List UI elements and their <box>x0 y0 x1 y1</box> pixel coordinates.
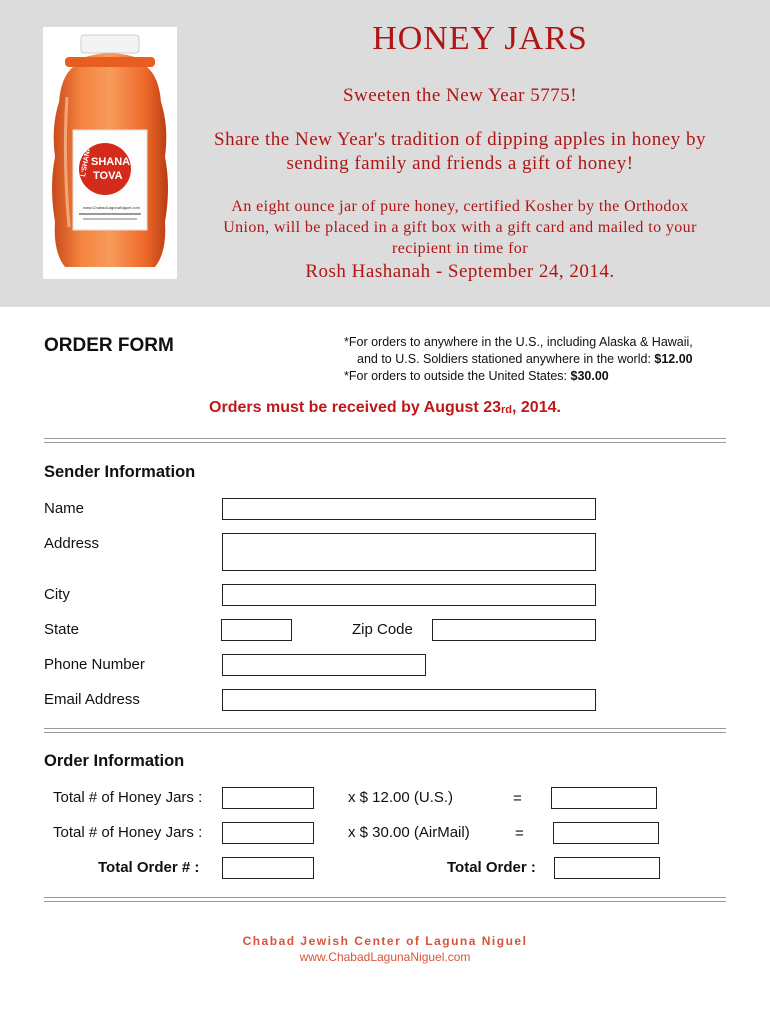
price-intl-text: *For orders to outside the United States: <box>344 369 571 383</box>
address-label: Address <box>44 535 100 552</box>
us-subtotal-field[interactable] <box>551 787 657 809</box>
airmail-jars-label: Total # of Honey Jars : <box>53 824 203 841</box>
airmail-price-label: x $ 30.00 (AirMail) <box>348 824 470 841</box>
total-quantity-field[interactable] <box>222 857 314 879</box>
deadline-text: Orders must be received by August 23 <box>209 399 501 416</box>
price-intl-value: $30.00 <box>570 369 609 383</box>
name-field[interactable] <box>222 498 596 520</box>
desc-line-1: An eight ounce jar of pure honey, certified Kosher by the Orthodox <box>231 198 689 215</box>
jar-label-url: www.ChabadLagunaNiguel.com <box>83 205 140 210</box>
address-field[interactable] <box>222 533 596 571</box>
phone-field[interactable] <box>222 654 426 676</box>
us-price-label: x $ 12.00 (U.S.) <box>348 789 454 806</box>
name-label: Name <box>44 500 85 517</box>
desc-line-3: recipient in time for <box>392 240 528 257</box>
price-us-line-1: *For orders to anywhere in the U.S., including Alaska & Hawaii, <box>344 335 693 349</box>
honey-jar-image <box>43 27 177 279</box>
price-us-line-2 <box>344 351 693 368</box>
total-quantity-label: Total Order # : <box>98 859 200 876</box>
pricing-notes <box>344 334 693 385</box>
page-subtitle: Sweeten the New Year 5775! <box>342 85 578 106</box>
description-text <box>190 196 730 259</box>
footer-organization: Chabad Jewish Center of Laguna Niguel <box>242 934 528 948</box>
zip-code-field[interactable] <box>432 619 596 641</box>
email-field[interactable] <box>222 689 596 711</box>
header-banner <box>0 0 770 307</box>
jar-label-shana: SHANA <box>91 156 131 168</box>
page-title: HONEY JARS <box>372 20 588 57</box>
jar-label-tova: TOVA <box>93 170 123 182</box>
order-form-heading: ORDER FORM <box>44 335 174 356</box>
state-label: State <box>44 621 80 638</box>
city-label: City <box>44 586 70 603</box>
price-us-text: and to U.S. Soldiers stationed anywhere in the world: <box>357 352 655 366</box>
zip-code-label: Zip Code <box>352 621 413 638</box>
price-us-value: $12.00 <box>654 352 693 366</box>
rosh-hashanah-date: Rosh Hashanah - September 24, 2014. <box>305 261 615 282</box>
airmail-subtotal-field[interactable] <box>553 822 659 844</box>
jar-label-side-text: L'SHANA <box>80 145 93 178</box>
share-text <box>190 128 730 176</box>
desc-line-2: Union, will be placed in a gift box with a gift card and mailed to your <box>223 219 697 236</box>
share-line-2: sending family and friends a gift of honey! <box>286 153 634 174</box>
phone-label: Phone Number <box>44 656 145 673</box>
equals-sign: = <box>515 825 524 842</box>
divider <box>44 728 726 733</box>
total-order-label: Total Order : <box>447 859 536 876</box>
divider <box>44 438 726 443</box>
footer-website-link[interactable]: www.ChabadLagunaNiguel.com <box>299 950 471 964</box>
us-jars-quantity-field[interactable] <box>222 787 314 809</box>
sender-info-heading: Sender Information <box>44 463 196 481</box>
equals-sign: = <box>513 790 522 807</box>
total-order-field[interactable] <box>554 857 660 879</box>
divider <box>44 897 726 902</box>
share-line-1: Share the New Year's tradition of dipping apples in honey by <box>214 129 706 150</box>
deadline-year: , 2014. <box>512 399 561 416</box>
order-deadline <box>0 399 770 417</box>
order-info-heading: Order Information <box>44 752 185 770</box>
city-field[interactable] <box>222 584 596 606</box>
email-label: Email Address <box>44 691 140 708</box>
airmail-jars-quantity-field[interactable] <box>222 822 314 844</box>
state-field[interactable] <box>221 619 292 641</box>
us-jars-label: Total # of Honey Jars : <box>53 789 203 806</box>
deadline-ordinal: rd <box>501 404 512 416</box>
price-intl-line <box>344 368 693 385</box>
